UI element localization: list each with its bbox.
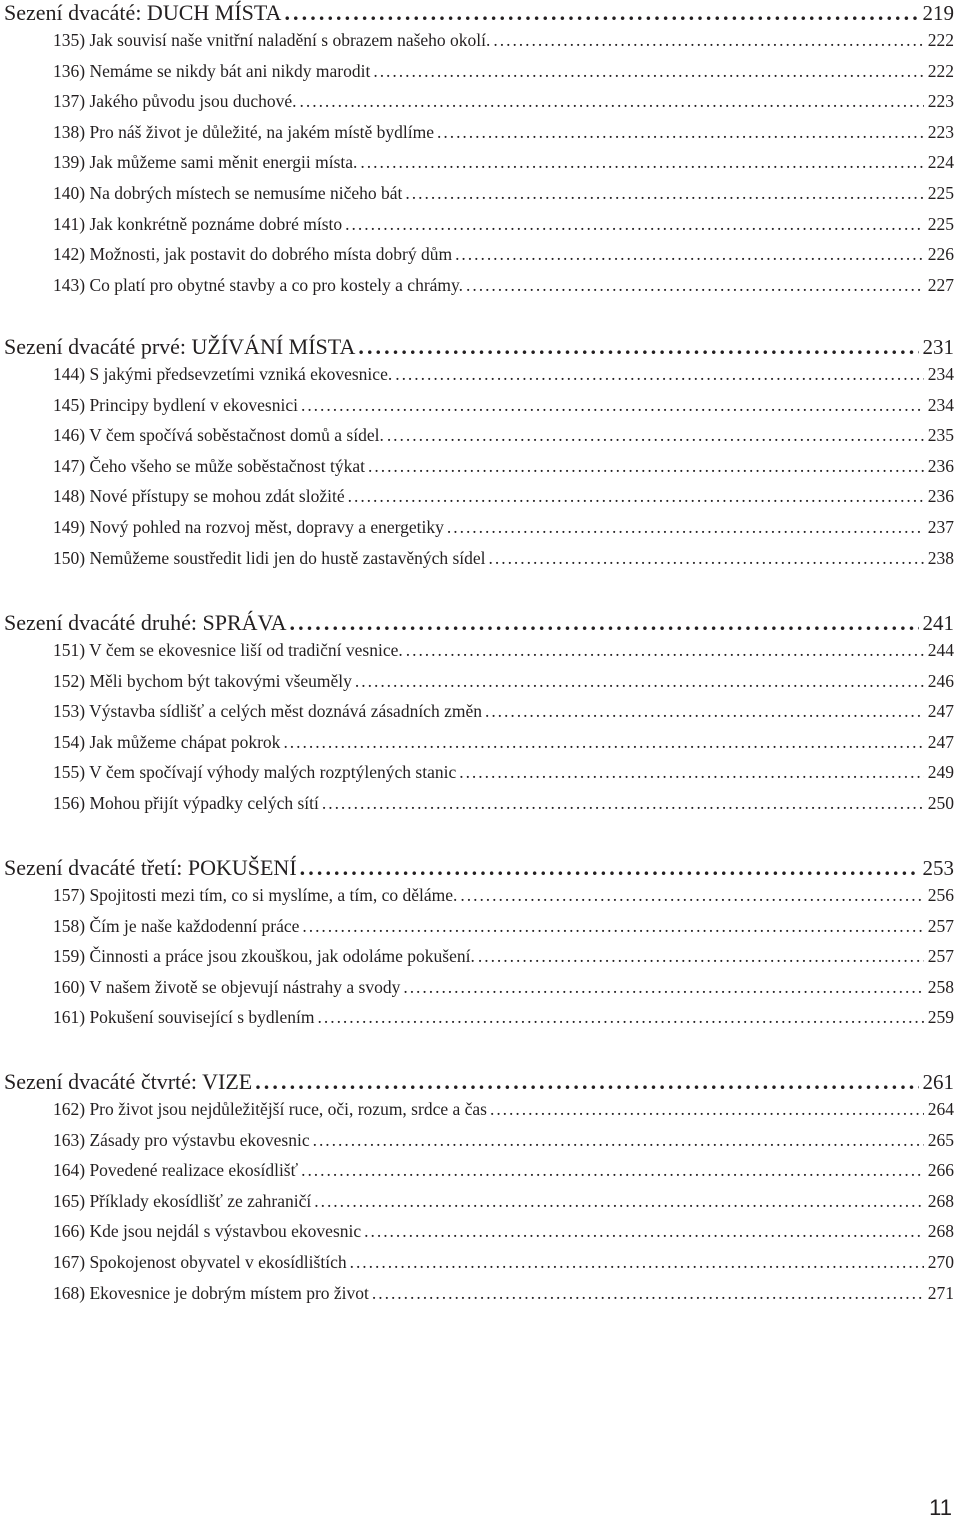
- entry-title: 143) Co platí pro obytné stavby a co pro kostely a chrámy.: [53, 274, 464, 295]
- toc-entry: [0, 486, 960, 517]
- dot-leader: [466, 275, 924, 296]
- entry-title: 157) Spojitosti mezi tím, co si myslíme, a tím, co děláme.: [53, 885, 458, 905]
- entry-title: 151) V čem se ekovesnice liší od tradiční vesnice.: [53, 640, 403, 660]
- section-heading: [0, 0, 960, 30]
- entry-title: 148) Nové přístupy se mohou zdát složité: [53, 486, 345, 507]
- toc-entry: [0, 456, 960, 487]
- entry-page-number: 234: [927, 364, 954, 384]
- entry-page-number: 225: [927, 213, 954, 234]
- dot-leader: [395, 364, 924, 385]
- dot-leader: [302, 916, 923, 937]
- toc-entry: [0, 885, 960, 916]
- section-heading: [0, 610, 960, 640]
- entry-title: 144) S jakými předsevzetími vzniká ekovesnice.: [53, 364, 393, 384]
- section-page-number: 231: [922, 335, 954, 359]
- entry-title: 167) Spokojenost obyvatel v ekosídlištích: [53, 1251, 347, 1272]
- toc-entry: [0, 640, 960, 671]
- toc-entry: [0, 701, 960, 732]
- toc-entry: [0, 364, 960, 395]
- dot-leader: [284, 0, 918, 26]
- section-title: Sezení dvacáté: DUCH MÍSTA: [4, 0, 282, 25]
- toc-entry: [0, 1252, 960, 1283]
- dot-leader: [478, 946, 924, 967]
- page-number: 11: [929, 1495, 952, 1520]
- entry-page-number: 247: [927, 731, 954, 752]
- dot-leader: [300, 855, 919, 881]
- dot-leader: [437, 122, 924, 143]
- entry-page-number: 259: [927, 1007, 954, 1028]
- dot-leader: [373, 61, 923, 82]
- entry-title: 152) Měli bychom být takovými všeuměly: [53, 670, 352, 691]
- section-heading: [0, 1069, 960, 1099]
- toc-entry: [0, 275, 960, 306]
- dot-leader: [360, 152, 923, 173]
- entry-title: 153) Výstavba sídlišť a celých měst doznává zásadních změn: [53, 701, 482, 722]
- entry-title: 160) V našem životě se objevují nástrahy a svody: [53, 976, 401, 997]
- entry-title: 145) Principy bydlení v ekovesnici: [53, 394, 298, 415]
- entry-page-number: 223: [927, 91, 954, 112]
- dot-leader: [322, 793, 924, 814]
- entry-title: 149) Nový pohled na rozvoj měst, dopravy a energetiky: [53, 516, 444, 537]
- entry-title: 168) Ekovesnice je dobrým místem pro život: [53, 1282, 369, 1303]
- toc-entry: [0, 977, 960, 1008]
- entry-page-number: 246: [927, 670, 954, 691]
- section-page-number: 261: [922, 1070, 954, 1094]
- dot-leader: [313, 1130, 924, 1151]
- entry-title: 166) Kde jsou nejdál s výstavbou ekovesnic: [53, 1221, 362, 1242]
- entry-title: 156) Mohou přijít výpadky celých sítí: [53, 792, 319, 813]
- dot-leader: [372, 1283, 924, 1304]
- dot-leader: [348, 486, 924, 507]
- toc-section: [0, 610, 960, 824]
- entry-title: 163) Zásady pro výstavbu ekovesnic: [53, 1129, 310, 1150]
- entry-page-number: 238: [927, 547, 954, 568]
- dot-leader: [459, 762, 924, 783]
- toc-entry: [0, 1007, 960, 1038]
- entry-page-number: 247: [927, 701, 954, 722]
- entry-title: 142) Možnosti, jak postavit do dobrého místa dobrý dům: [53, 244, 453, 265]
- toc-section: [0, 0, 960, 305]
- entry-page-number: 222: [927, 60, 954, 81]
- dot-leader: [368, 456, 924, 477]
- dot-leader: [345, 214, 924, 235]
- entry-page-number: 236: [927, 455, 954, 476]
- toc-entry: [0, 916, 960, 947]
- entry-title: 146) V čem spočívá soběstačnost domů a sídel.: [53, 425, 384, 446]
- entry-page-number: 244: [927, 640, 954, 660]
- entry-page-number: 257: [927, 946, 954, 967]
- entry-page-number: 222: [927, 30, 954, 50]
- entry-page-number: 234: [927, 394, 954, 415]
- dot-leader: [350, 1252, 924, 1273]
- dot-leader: [405, 183, 923, 204]
- toc-entry: [0, 244, 960, 275]
- entry-page-number: 223: [927, 121, 954, 142]
- entry-page-number: 227: [927, 274, 954, 295]
- entry-title: 162) Pro život jsou nejdůležitější ruce, oči, rozum, srdce a čas: [53, 1099, 487, 1119]
- section-title: Sezení dvacáté třetí: POKUŠENÍ: [4, 855, 297, 880]
- entry-page-number: 250: [927, 792, 954, 813]
- entry-title: 136) Nemáme se nikdy bát ani nikdy marodit: [53, 60, 371, 81]
- dot-leader: [455, 244, 924, 265]
- toc-entry: [0, 214, 960, 245]
- entry-page-number: 271: [927, 1282, 954, 1303]
- dot-leader: [403, 977, 923, 998]
- toc-entry: [0, 30, 960, 61]
- entry-page-number: 225: [927, 182, 954, 203]
- dot-leader: [406, 640, 924, 661]
- entry-title: 159) Činnosti a práce jsou zkouškou, jak odoláme pokušení.: [53, 946, 475, 967]
- entry-title: 135) Jak souvisí naše vnitřní naladění s obrazem našeho okolí.: [53, 30, 491, 50]
- toc-entry: [0, 1191, 960, 1222]
- section-title: Sezení dvacáté prvé: UŽÍVÁNÍ MÍSTA: [4, 334, 356, 359]
- dot-leader: [318, 1007, 924, 1028]
- dot-leader: [447, 517, 924, 538]
- toc-entry: [0, 762, 960, 793]
- toc-entry: [0, 425, 960, 456]
- toc-entry: [0, 548, 960, 579]
- toc-entry: [0, 1283, 960, 1314]
- entry-title: 158) Čím je naše každodenní práce: [53, 915, 300, 936]
- dot-leader: [485, 701, 924, 722]
- toc-entry: [0, 671, 960, 702]
- dot-leader: [255, 1069, 918, 1095]
- section-title: Sezení dvacáté druhé: SPRÁVA: [4, 610, 287, 635]
- section-page-number: 241: [922, 611, 954, 635]
- toc-entry: [0, 395, 960, 426]
- toc-entry: [0, 183, 960, 214]
- entry-page-number: 224: [927, 152, 954, 173]
- entry-title: 150) Nemůžeme soustředit lidi jen do hustě zastavěných sídel: [53, 547, 486, 568]
- dot-leader: [364, 1221, 924, 1242]
- section-page-number: 219: [922, 1, 954, 25]
- entry-page-number: 270: [927, 1251, 954, 1272]
- dot-leader: [490, 1099, 924, 1120]
- dot-leader: [460, 885, 923, 906]
- section-title: Sezení dvacáté čtvrté: VIZE: [4, 1069, 253, 1094]
- dot-leader: [493, 30, 923, 51]
- dot-leader: [314, 1191, 924, 1212]
- entry-title: 137) Jakého původu jsou duchové.: [53, 91, 297, 112]
- entry-page-number: 257: [927, 915, 954, 936]
- entry-page-number: 268: [927, 1221, 954, 1242]
- entry-page-number: 236: [927, 486, 954, 507]
- entry-title: 161) Pokušení související s bydlením: [53, 1007, 315, 1028]
- toc-entry: [0, 1099, 960, 1130]
- entry-page-number: 256: [927, 885, 954, 905]
- entry-title: 154) Jak můžeme chápat pokrok: [53, 731, 281, 752]
- dot-leader: [300, 91, 924, 112]
- entry-title: 141) Jak konkrétně poznáme dobré místo: [53, 213, 343, 234]
- toc-entry: [0, 1160, 960, 1191]
- entry-page-number: 226: [927, 244, 954, 265]
- toc-entry: [0, 732, 960, 763]
- dot-leader: [283, 732, 923, 753]
- entry-page-number: 266: [927, 1160, 954, 1181]
- dot-leader: [387, 425, 924, 446]
- entry-title: 138) Pro náš život je důležité, na jakém místě bydlíme: [53, 121, 435, 142]
- toc-section: [0, 1069, 960, 1313]
- entry-page-number: 249: [927, 762, 954, 783]
- section-page-number: 253: [922, 856, 954, 880]
- section-heading: [0, 855, 960, 885]
- toc-entry: [0, 1221, 960, 1252]
- toc-entry: [0, 152, 960, 183]
- toc-entry: [0, 122, 960, 153]
- toc-entry: [0, 946, 960, 977]
- dot-leader: [301, 395, 924, 416]
- toc-entry: [0, 793, 960, 824]
- entry-title: 147) Čeho všeho se může soběstačnost týkat: [53, 455, 366, 476]
- entry-title: 155) V čem spočívají výhody malých rozptýlených stanic: [53, 762, 457, 783]
- entry-page-number: 235: [927, 425, 954, 446]
- entry-title: 165) Příklady ekosídlišť ze zahraničí: [53, 1190, 312, 1211]
- entry-page-number: 258: [927, 976, 954, 997]
- dot-leader: [290, 610, 919, 636]
- dot-leader: [355, 671, 924, 692]
- entry-page-number: 237: [927, 516, 954, 537]
- entry-title: 139) Jak můžeme sami měnit energii místa.: [53, 152, 358, 173]
- toc-section: [0, 855, 960, 1038]
- entry-page-number: 265: [927, 1129, 954, 1150]
- toc-entry: [0, 91, 960, 122]
- dot-leader: [489, 548, 924, 569]
- toc-entry: [0, 1130, 960, 1161]
- toc-entry: [0, 61, 960, 92]
- entry-page-number: 264: [927, 1099, 954, 1119]
- dot-leader: [358, 334, 918, 360]
- entry-page-number: 268: [927, 1190, 954, 1211]
- entry-title: 140) Na dobrých místech se nemusíme ničeho bát: [53, 182, 403, 203]
- toc-section: [0, 334, 960, 578]
- toc-entry: [0, 517, 960, 548]
- dot-leader: [301, 1160, 924, 1181]
- section-heading: [0, 334, 960, 364]
- entry-title: 164) Povedené realizace ekosídlišť: [53, 1160, 299, 1181]
